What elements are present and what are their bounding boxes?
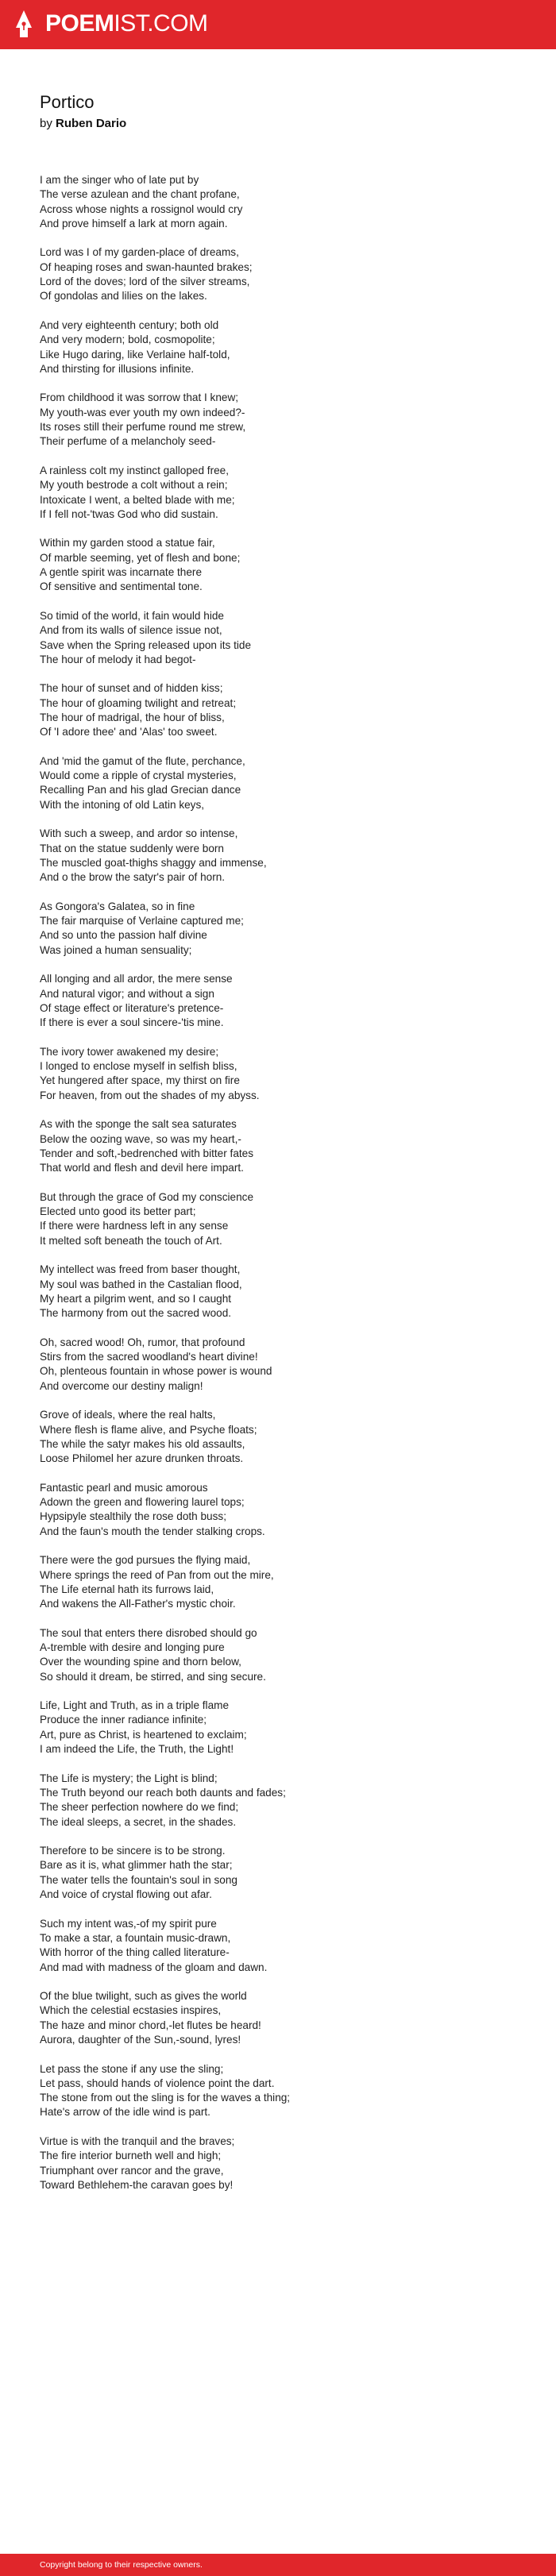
stanza <box>40 1190 532 1248</box>
poem-line: Below the oozing wave, so was my heart,- <box>40 1132 241 1145</box>
stanza <box>40 900 532 958</box>
poem-line: The haze and minor chord,-let flutes be heard! <box>40 2019 261 2031</box>
poem-line: The fire interior burneth well and high; <box>40 2150 222 2162</box>
poem-line: Recalling Pan and his glad Grecian dance <box>40 784 241 796</box>
poem-line: If I fell not-'twas God who did sustain. <box>40 507 218 520</box>
stanza <box>40 1045 532 1103</box>
poem-line: And voice of crystal flowing out afar. <box>40 1888 212 1901</box>
poem-line: For heaven, from out the shades of my abyss. <box>40 1089 260 1101</box>
poem-line: The hour of melody it had begot- <box>40 653 196 665</box>
poem-line: The while the satyr makes his old assaults, <box>40 1437 245 1450</box>
poem-line: So should it dream, be stirred, and sing secure. <box>40 1670 266 1683</box>
poem-line: And from its walls of silence issue not, <box>40 624 222 637</box>
poem-line: Bare as it is, what glimmer hath the star; <box>40 1859 233 1872</box>
poem-line: Their perfume of a melancholy seed- <box>40 435 216 448</box>
poem-line: Its roses still their perfume round me strew, <box>40 421 246 434</box>
poem-line: And very modern; bold, cosmopolite; <box>40 334 215 346</box>
poem-line: Across whose nights a rossignol would cry <box>40 202 243 215</box>
poem-line: And 'mid the gamut of the flute, perchance, <box>40 754 245 767</box>
stanza <box>40 1336 532 1394</box>
stanza <box>40 827 532 885</box>
stanza <box>40 536 532 594</box>
poem-line: The verse azulean and the chant profane, <box>40 188 240 201</box>
byline-prefix: by <box>40 117 56 130</box>
poem-line: And o the brow the satyr's pair of horn. <box>40 871 226 884</box>
poem-line: Oh, plenteous fountain in whose power is wound <box>40 1365 272 1378</box>
poem-line: To make a star, a fountain music-drawn, <box>40 1931 231 1944</box>
poem-line: But through the grace of God my conscience <box>40 1190 254 1203</box>
byline <box>40 116 126 132</box>
poem-line: A rainless colt my instinct galloped free, <box>40 464 230 476</box>
poem-line: The ivory tower awakened my desire; <box>40 1045 219 1058</box>
poem-line: Produce the inner radiance infinite; <box>40 1714 207 1726</box>
stanza <box>40 1626 532 1684</box>
poem-line: Yet hungered after space, my thirst on fire <box>40 1074 240 1087</box>
poem-line: That on the statue suddenly were born <box>40 842 224 854</box>
poem-line: The Truth beyond our reach both daunts and fades; <box>40 1786 286 1799</box>
poem-line: Of marble seeming, yet of flesh and bone; <box>40 551 241 564</box>
pen-nib-icon[interactable] <box>15 10 33 38</box>
poem-line: The water tells the fountain's soul in song <box>40 1873 237 1886</box>
poem-line: With the intoning of old Latin keys, <box>40 798 205 811</box>
poem-line: The hour of gloaming twilight and retreat; <box>40 696 237 709</box>
poem-line: Therefore to be sincere is to be strong. <box>40 1845 226 1857</box>
poem-line: Stirs from the sacred woodland's heart divine! <box>40 1351 258 1363</box>
poem-line: It melted soft beneath the touch of Art. <box>40 1234 222 1247</box>
stanza <box>40 464 532 522</box>
stanza <box>40 1844 532 1902</box>
poem-line: Of gondolas and lilies on the lakes. <box>40 290 207 303</box>
stanza <box>40 318 532 376</box>
stanza <box>40 754 532 812</box>
poem-line: Let pass the stone if any use the sling; <box>40 2062 224 2075</box>
poem-line: Of sensitive and sentimental tone. <box>40 580 203 593</box>
stanza <box>40 1117 532 1175</box>
poem-line: That world and flesh and devil here impart. <box>40 1162 244 1174</box>
poem-line: The stone from out the sling is for the waves a thing; <box>40 2092 291 2104</box>
stanza <box>40 1553 532 1611</box>
poem-line: And natural vigor; and without a sign <box>40 987 214 1000</box>
stanza <box>40 1263 532 1321</box>
poem-line: Toward Bethlehem-the caravan goes by! <box>40 2178 234 2191</box>
poem-title: Portico <box>40 92 95 112</box>
stanza <box>40 1772 532 1830</box>
poem-line: Within my garden stood a statue fair, <box>40 537 215 550</box>
poem-line: I longed to enclose myself in selfish bliss, <box>40 1060 237 1073</box>
poem-line: The Life is mystery; the Light is blind; <box>40 1772 218 1784</box>
poem-line: My heart a pilgrim went, and so I caught <box>40 1292 232 1305</box>
poem-line: Intoxicate I went, a belted blade with me; <box>40 493 235 506</box>
poem-line: Elected unto good its better part; <box>40 1205 196 1218</box>
stanza <box>40 2134 532 2192</box>
poem-line: From childhood it was sorrow that I knew; <box>40 391 239 404</box>
stanza <box>40 1481 532 1539</box>
poem-line: Save when the Spring released upon its tide <box>40 638 252 651</box>
stanza <box>40 681 532 739</box>
poem-line: Would come a ripple of crystal mysteries, <box>40 769 237 782</box>
poem-line: Which the celestial ecstasies inspires, <box>40 2004 222 2017</box>
poem-header <box>40 92 126 132</box>
poem-line: Lord of the doves; lord of the silver streams, <box>40 276 250 288</box>
poem-line: Life, Light and Truth, as in a triple flame <box>40 1699 230 1712</box>
poem-line: Of stage effect or literature's pretence- <box>40 1001 224 1014</box>
poem-line: And overcome our destiny malign! <box>40 1379 203 1392</box>
poem-line: Of heaping roses and swan-haunted brakes; <box>40 260 253 273</box>
author-name[interactable]: Ruben Dario <box>56 117 127 130</box>
poem-line: Hate's arrow of the idle wind is part. <box>40 2106 210 2119</box>
poem-line: The fair marquise of Verlaine captured me; <box>40 915 244 927</box>
brand-bold: POEM <box>45 10 114 37</box>
poem-line: Virtue is with the tranquil and the braves; <box>40 2135 235 2148</box>
poem-line: A-tremble with desire and longing pure <box>40 1641 225 1653</box>
poem-line: I am the singer who of late put by <box>40 174 199 186</box>
poem-line: And prove himself a lark at morn again. <box>40 217 228 229</box>
copyright-text: Copyright belong to their respective owners. <box>40 2560 203 2570</box>
poem-line: A gentle spirit was incarnate there <box>40 566 203 579</box>
poem-line: With horror of the thing called literature- <box>40 1946 230 1959</box>
poem-line: The hour of madrigal, the hour of bliss, <box>40 711 225 723</box>
poem-line: Tender and soft,-bedrenched with bitter fates <box>40 1147 254 1159</box>
poem-line: The muscled goat-thighs shaggy and immense, <box>40 856 267 869</box>
poem-line: Lord was I of my garden-place of dreams, <box>40 246 239 259</box>
poem-line: Fantastic pearl and music amorous <box>40 1481 208 1494</box>
poem-line: The sheer perfection nowhere do we find; <box>40 1801 239 1814</box>
stanza <box>40 972 532 1030</box>
poem-line: Grove of ideals, where the real halts, <box>40 1409 216 1421</box>
poem-line: And very eighteenth century; both old <box>40 318 219 331</box>
stanza <box>40 173 532 231</box>
poem-line: There were the god pursues the flying maid, <box>40 1554 251 1567</box>
poem-line: And thirsting for illusions infinite. <box>40 362 195 375</box>
brand-light: IST.COM <box>114 10 208 37</box>
poem-line: Such my intent was,-of my spirit pure <box>40 1917 217 1930</box>
stanza <box>40 1699 532 1757</box>
site-logo-link[interactable] <box>45 10 208 37</box>
stanza <box>40 391 532 449</box>
poem-line: The hour of sunset and of hidden kiss; <box>40 682 223 695</box>
stanza <box>40 245 532 303</box>
poem-line: My intellect was freed from baser thought, <box>40 1263 241 1276</box>
poem-line: The soul that enters there disrobed should go <box>40 1626 257 1639</box>
poem-line: Triumphant over rancor and the grave, <box>40 2164 224 2177</box>
site-header <box>0 0 556 49</box>
poem-line: Aurora, daughter of the Sun,-sound, lyres! <box>40 2034 241 2046</box>
stanza <box>40 1989 532 2047</box>
poem-line: So timid of the world, it fain would hide <box>40 609 224 622</box>
poem-line: Was joined a human sensuality; <box>40 943 192 956</box>
poem-line: And the faun's mouth the tender stalking crops. <box>40 1525 265 1537</box>
poem-line: Like Hugo daring, like Verlaine half-told, <box>40 348 230 361</box>
poem-line: Oh, sacred wood! Oh, rumor, that profound <box>40 1336 245 1348</box>
site-footer <box>0 2554 556 2576</box>
poem-line: Loose Philomel her azure drunken throats. <box>40 1452 244 1465</box>
poem-line: Where springs the reed of Pan from out the mire, <box>40 1568 274 1581</box>
poem-line: The Life eternal hath its furrows laid, <box>40 1583 214 1595</box>
poem-line: If there is ever a soul sincere-'tis mine. <box>40 1016 224 1029</box>
poem-line: My youth-was ever youth my own indeed?- <box>40 406 245 418</box>
stanza <box>40 1408 532 1466</box>
poem-line: And mad with madness of the gloam and dawn. <box>40 1961 268 1973</box>
poem-line: Hypsipyle stealthily the rose doth buss; <box>40 1510 226 1523</box>
poem-line: The harmony from out the sacred wood. <box>40 1307 232 1320</box>
stanza <box>40 609 532 667</box>
poem-line: All longing and all ardor, the mere sense <box>40 973 233 985</box>
poem-line: My soul was bathed in the Castalian flood, <box>40 1278 242 1290</box>
poem-line: Of 'I adore thee' and 'Alas' too sweet. <box>40 726 218 738</box>
poem-line: Let pass, should hands of violence point the dart. <box>40 2077 275 2089</box>
poem-line: With such a sweep, and ardor so intense, <box>40 827 238 840</box>
poem-line: Adown the green and flowering laurel tops; <box>40 1496 245 1509</box>
poem-line: Art, pure as Christ, is heartened to exclaim; <box>40 1728 247 1741</box>
stanza <box>40 1917 532 1975</box>
poem-line: I am indeed the Life, the Truth, the Light! <box>40 1743 234 1756</box>
poem-line: Of the blue twilight, such as gives the world <box>40 1990 247 2003</box>
poem-line: The ideal sleeps, a secret, in the shades. <box>40 1815 237 1828</box>
stanza <box>40 2062 532 2120</box>
poem-body <box>40 173 532 2208</box>
poem-line: Over the wounding spine and thorn below, <box>40 1656 241 1668</box>
poem-line: As Gongora's Galatea, so in fine <box>40 900 195 912</box>
poem-line: And so unto the passion half divine <box>40 929 207 942</box>
poem-line: And wakens the All-Father's mystic choir. <box>40 1598 236 1610</box>
poem-line: If there were hardness left in any sense <box>40 1220 229 1232</box>
poem-line: Where flesh is flame alive, and Psyche floats; <box>40 1423 257 1436</box>
poem-line: As with the sponge the salt sea saturates <box>40 1118 237 1131</box>
poem-line: My youth bestrode a colt without a rein; <box>40 479 228 492</box>
